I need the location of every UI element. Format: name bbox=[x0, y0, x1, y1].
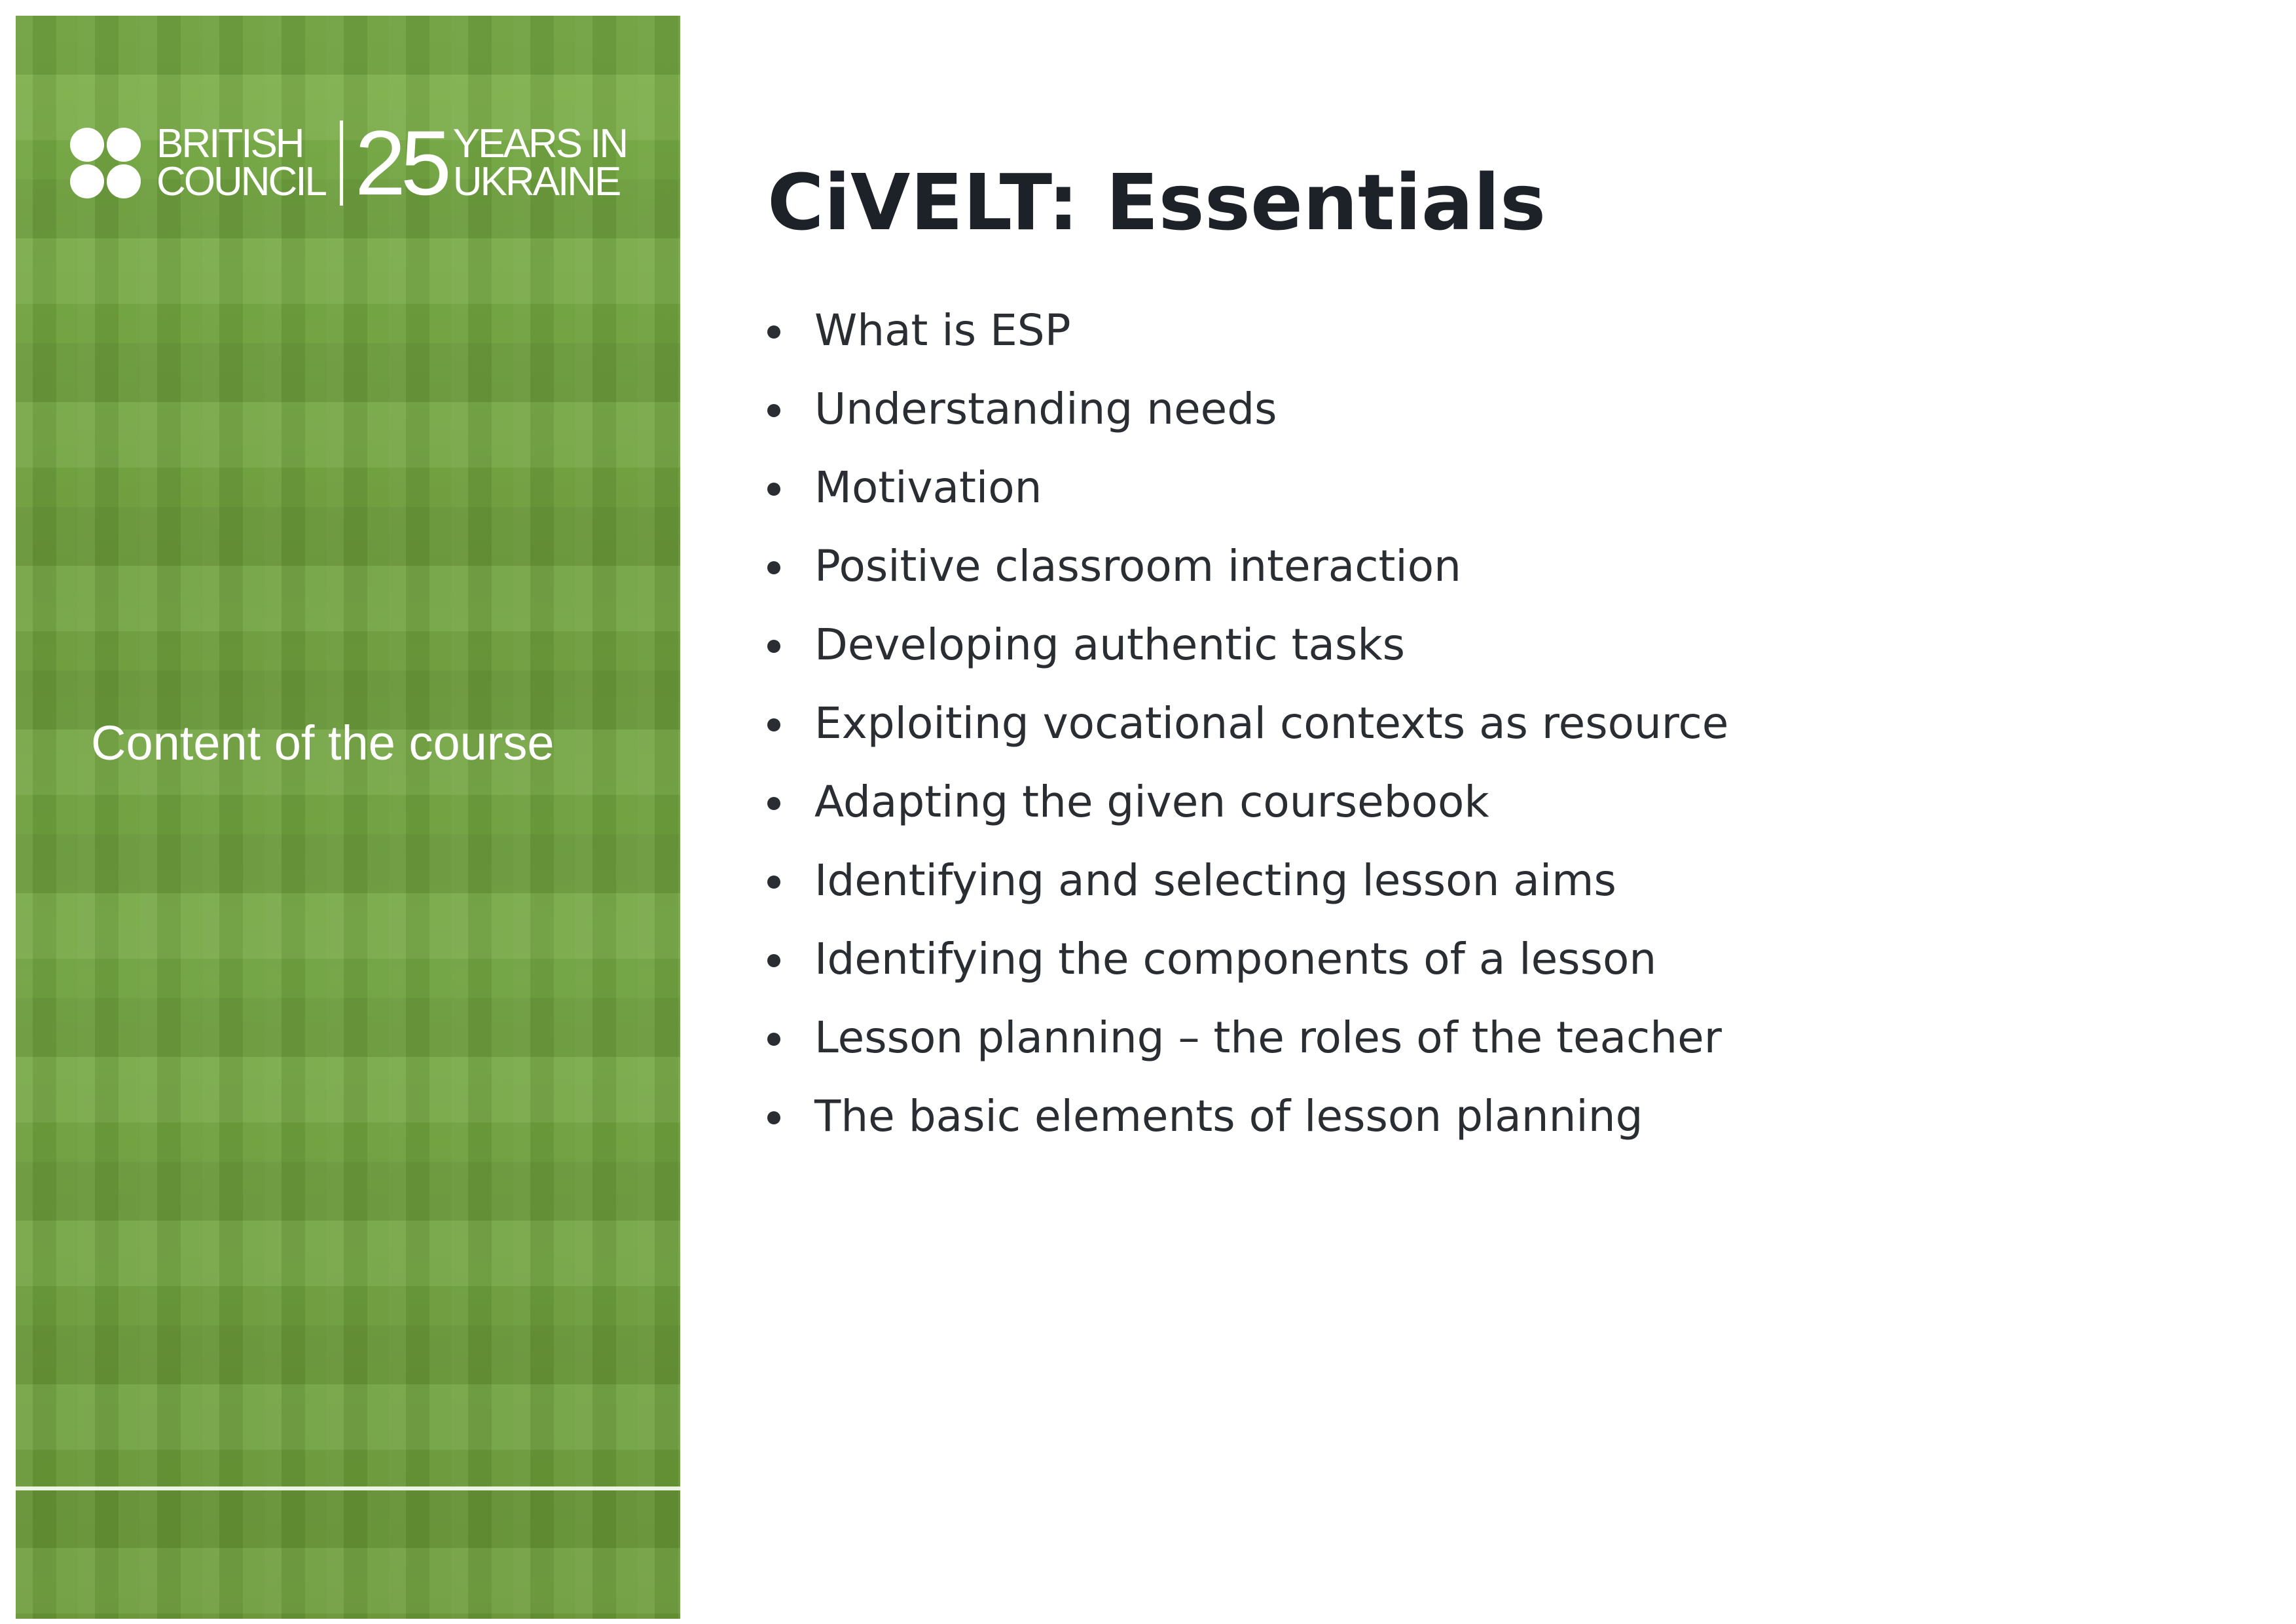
british-council-logo bbox=[70, 111, 627, 214]
list-item-text: What is ESP bbox=[814, 305, 1071, 356]
logo-dot bbox=[107, 128, 141, 162]
panel-caption: Content of the course bbox=[91, 716, 555, 770]
list-item bbox=[767, 455, 1728, 534]
list-item bbox=[767, 298, 1728, 377]
british-council-dots-icon bbox=[70, 128, 141, 198]
logo-years-line-1: YEARS IN bbox=[452, 121, 627, 166]
list-item bbox=[767, 848, 1728, 927]
logo-line-1: BRITISH bbox=[156, 121, 303, 166]
list-item bbox=[767, 534, 1728, 612]
bullet-icon bbox=[767, 1033, 780, 1046]
panel-divider bbox=[16, 1486, 680, 1490]
logo-anniversary-text bbox=[452, 121, 627, 204]
logo-separator bbox=[340, 120, 343, 206]
logo-line-2: COUNCIL bbox=[156, 159, 326, 204]
list-item-text: Exploiting vocational contexts as resource bbox=[814, 698, 1729, 748]
page-title: CiVELT: Essentials bbox=[767, 157, 1546, 248]
bullet-icon bbox=[767, 954, 780, 967]
list-item bbox=[767, 612, 1728, 691]
bullet-icon bbox=[767, 876, 780, 889]
list-item-text: Developing authentic tasks bbox=[814, 619, 1405, 670]
bullet-icon bbox=[767, 325, 780, 339]
list-item bbox=[767, 1005, 1728, 1084]
list-item bbox=[767, 1084, 1728, 1162]
side-panel bbox=[16, 16, 680, 1619]
logo-anniversary-number: 25 bbox=[355, 111, 446, 214]
list-item-text: Positive classroom interaction bbox=[814, 541, 1461, 591]
content-list bbox=[767, 298, 1728, 1162]
list-item-text: The basic elements of lesson planning bbox=[814, 1091, 1643, 1141]
list-item-text: Lesson planning – the roles of the teacher bbox=[814, 1012, 1722, 1063]
logo-years-line-2: UKRAINE bbox=[452, 159, 620, 204]
logo-dot bbox=[70, 164, 104, 198]
list-item bbox=[767, 691, 1728, 769]
logo-wordmark bbox=[156, 121, 326, 204]
list-item bbox=[767, 769, 1728, 848]
logo-dot bbox=[107, 164, 141, 198]
list-item-text: Motivation bbox=[814, 462, 1042, 513]
list-item bbox=[767, 927, 1728, 1005]
bullet-icon bbox=[767, 797, 780, 810]
bullet-icon bbox=[767, 404, 780, 417]
bullet-icon bbox=[767, 640, 780, 653]
bullet-icon bbox=[767, 1111, 780, 1124]
list-item-text: Adapting the given coursebook bbox=[814, 777, 1489, 827]
list-item-text: Identifying the components of a lesson bbox=[814, 934, 1657, 984]
bullet-icon bbox=[767, 561, 780, 574]
logo-dot bbox=[70, 128, 104, 162]
bullet-icon bbox=[767, 483, 780, 496]
bullet-icon bbox=[767, 718, 780, 731]
list-item-text: Identifying and selecting lesson aims bbox=[814, 855, 1616, 906]
list-item bbox=[767, 377, 1728, 455]
list-item-text: Understanding needs bbox=[814, 384, 1277, 434]
